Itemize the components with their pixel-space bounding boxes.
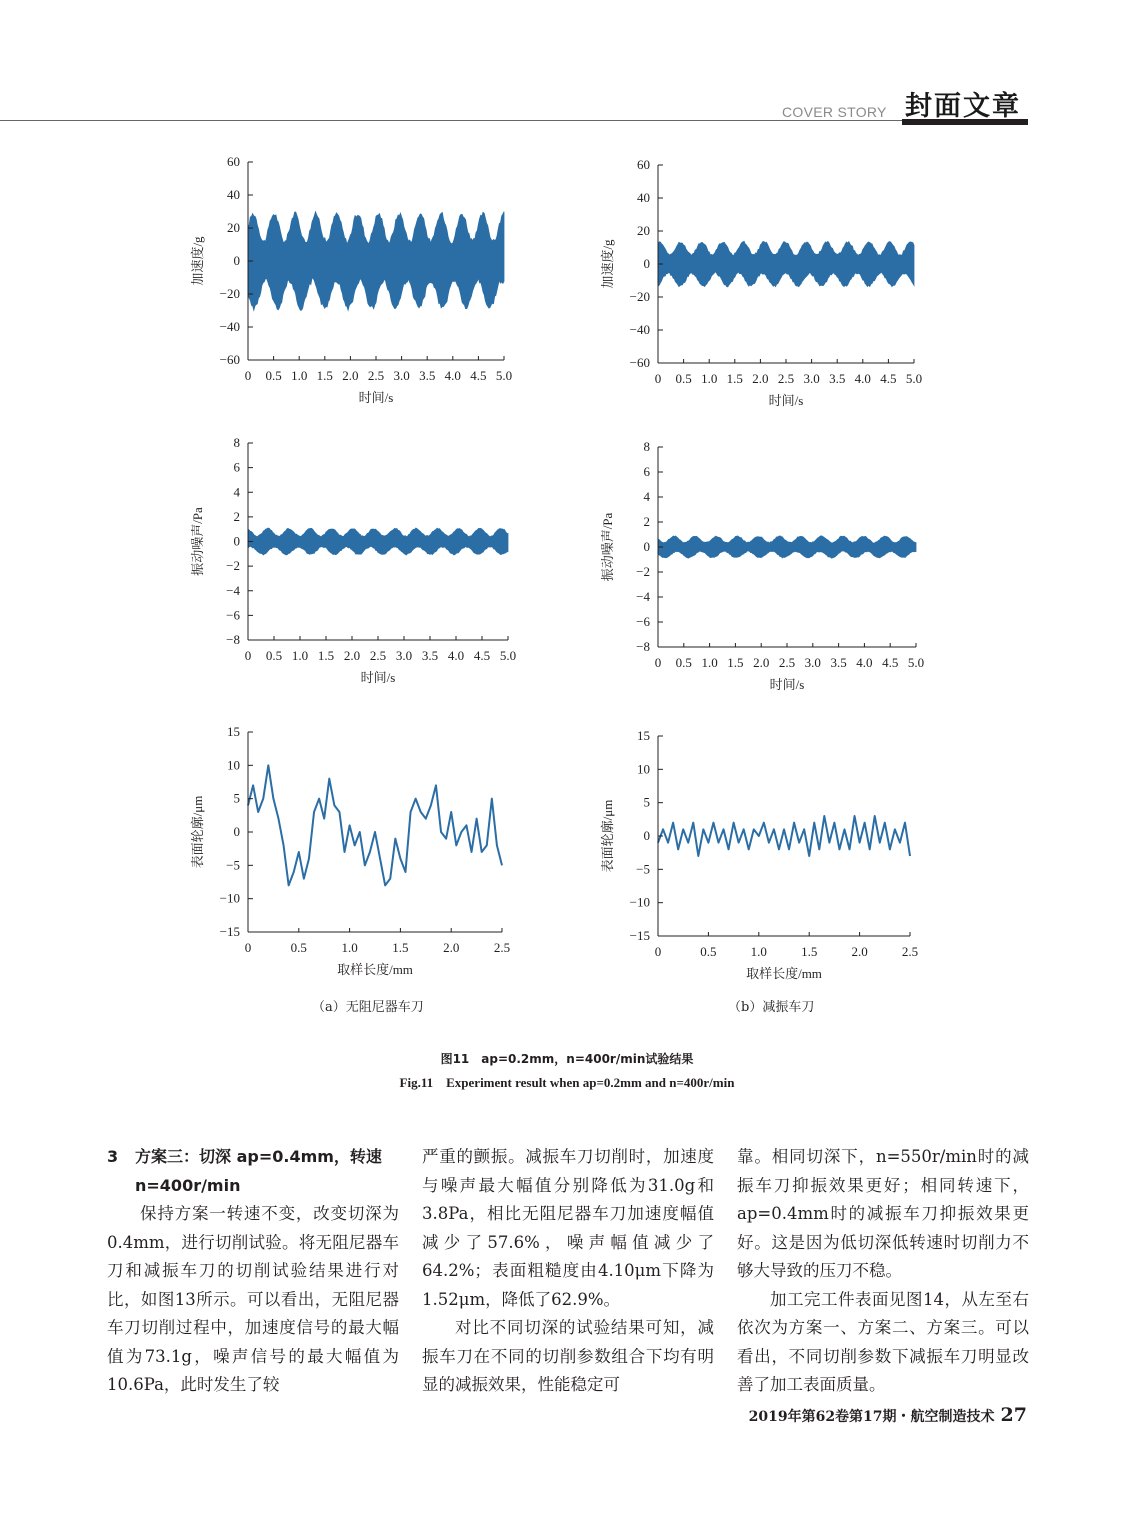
y-tick-label: −40 bbox=[219, 319, 240, 334]
x-tick-label: 0 bbox=[244, 940, 252, 955]
chart-noise-damped bbox=[598, 439, 926, 703]
y-tick-label: 20 bbox=[637, 223, 650, 238]
x-axis-label: 时间/s bbox=[358, 390, 394, 405]
x-tick-label: 5.0 bbox=[499, 648, 517, 663]
x-axis-label: 时间/s bbox=[360, 670, 396, 685]
paragraph: 对比不同切深的试验结果可知，减振车刀在不同的切削参数组合下均有明显的减振效果，性能稳定可 bbox=[422, 1318, 714, 1394]
x-tick-label: 4.0 bbox=[444, 368, 461, 383]
x-tick-label: 1.5 bbox=[392, 940, 409, 955]
x-tick-label: 0.5 bbox=[700, 944, 717, 959]
y-tick-label: 0 bbox=[643, 256, 650, 271]
x-tick-label: 2.5 bbox=[367, 368, 385, 383]
y-tick-label: 5 bbox=[643, 794, 650, 810]
plot-area bbox=[600, 157, 922, 408]
section-title bbox=[107, 1143, 399, 1200]
y-tick-label: −8 bbox=[226, 632, 240, 647]
y-tick-label: −10 bbox=[219, 890, 240, 906]
y-tick-label: 15 bbox=[227, 724, 240, 739]
signal-area bbox=[658, 536, 916, 558]
x-tick-label: 4.5 bbox=[470, 368, 487, 383]
subcaption-b: （b）减振车刀 bbox=[728, 1000, 815, 1015]
chart-acceleration-no-damper bbox=[188, 154, 514, 416]
y-tick-label: 6 bbox=[643, 464, 650, 479]
section-number: 3 bbox=[107, 1147, 119, 1166]
x-tick-label: 4.5 bbox=[880, 371, 897, 386]
y-axis-label: 表面轮廓/μm bbox=[190, 795, 205, 869]
y-axis-label: 振动噪声/Pa bbox=[600, 512, 615, 582]
x-tick-label: 2.0 bbox=[753, 655, 770, 670]
column-3 bbox=[737, 1143, 1029, 1400]
x-tick-label: 0 bbox=[244, 648, 252, 663]
x-tick-label: 3.0 bbox=[804, 655, 821, 670]
column-2 bbox=[422, 1143, 714, 1400]
y-tick-label: 0 bbox=[233, 533, 240, 549]
x-tick-label: 1.0 bbox=[701, 371, 718, 386]
header-english: COVER STORY bbox=[782, 104, 887, 120]
y-tick-label: −6 bbox=[636, 614, 650, 629]
x-tick-label: 2.0 bbox=[851, 944, 868, 959]
x-axis-label: 时间/s bbox=[769, 677, 805, 692]
x-tick-label: 4.0 bbox=[856, 655, 873, 670]
x-tick-label: 1.5 bbox=[801, 944, 818, 959]
paragraph: 靠。相同切深下，n=550r/min时的减振车刀抑振效果更好；相同转速下，ap=0.4mm时的减振车刀抑振效果更好。这是因为低切深低转速时切削力不够大导致的压刀不稳。 bbox=[737, 1147, 1029, 1280]
y-axis-label: 表面轮廓/μm bbox=[600, 799, 615, 873]
x-tick-label: 3.0 bbox=[803, 371, 820, 386]
y-tick-label: 15 bbox=[637, 728, 650, 743]
section-title-line1: 方案三：切深 ap=0.4mm，转速 bbox=[135, 1147, 382, 1166]
x-tick-label: 0 bbox=[654, 655, 662, 670]
x-tick-label: 3.5 bbox=[419, 368, 436, 383]
y-tick-label: 60 bbox=[227, 154, 240, 169]
y-tick-label: 0 bbox=[643, 828, 650, 843]
paragraph: 加工完工件表面见图14，从左至右依次为方案一、方案二、方案三。可以看出，不同切削参数下减振车刀明显改善了加工表面质量。 bbox=[737, 1289, 1029, 1394]
plot-area bbox=[190, 154, 512, 405]
x-tick-label: 0.5 bbox=[265, 648, 283, 663]
x-tick-label: 3.5 bbox=[421, 648, 439, 663]
x-tick-label: 2.5 bbox=[778, 655, 796, 670]
x-axis-label: 时间/s bbox=[768, 393, 804, 408]
y-tick-label: 4 bbox=[643, 489, 650, 504]
x-tick-label: 2.0 bbox=[343, 648, 361, 663]
x-tick-label: 2.0 bbox=[342, 368, 359, 383]
x-tick-label: 3.0 bbox=[395, 648, 413, 663]
x-tick-label: 1.0 bbox=[291, 368, 308, 383]
profile-line bbox=[248, 765, 502, 885]
plot-area bbox=[600, 439, 924, 692]
figure-caption-english: Fig.11 Experiment result when ap=0.2mm and n=400r/min bbox=[399, 1075, 735, 1090]
y-tick-label: −60 bbox=[219, 352, 240, 367]
y-tick-label: −20 bbox=[219, 286, 240, 301]
profile-line bbox=[658, 816, 910, 856]
plot-area bbox=[190, 724, 510, 977]
x-tick-label: 1.0 bbox=[701, 655, 718, 670]
x-tick-label: 0 bbox=[654, 371, 662, 386]
x-tick-label: 0.5 bbox=[675, 371, 692, 386]
y-tick-label: 10 bbox=[227, 757, 240, 773]
x-tick-label: 0 bbox=[244, 368, 252, 383]
chart-profile-no-damper bbox=[188, 724, 512, 988]
y-tick-label: 4 bbox=[233, 484, 240, 500]
x-tick-label: 1.0 bbox=[341, 940, 358, 955]
x-tick-label: 2.5 bbox=[493, 940, 511, 955]
chart-acceleration-damped bbox=[598, 157, 924, 419]
x-tick-label: 2.5 bbox=[901, 944, 919, 959]
x-tick-label: 2.0 bbox=[443, 940, 460, 955]
y-tick-label: −20 bbox=[629, 289, 650, 304]
header-chinese: 封面文章 bbox=[905, 91, 1021, 122]
x-tick-label: 1.5 bbox=[727, 655, 744, 670]
column-1 bbox=[107, 1143, 399, 1400]
x-tick-label: 1.5 bbox=[726, 371, 743, 386]
y-axis-label: 加速度/g bbox=[600, 239, 615, 289]
header-rule bbox=[0, 120, 1028, 121]
x-tick-label: 4.0 bbox=[854, 371, 871, 386]
x-tick-label: 5.0 bbox=[905, 371, 923, 386]
x-tick-label: 3.5 bbox=[830, 655, 847, 670]
x-tick-label: 5.0 bbox=[907, 655, 925, 670]
chart-noise-no-damper bbox=[188, 435, 518, 696]
signal-area bbox=[248, 212, 504, 311]
signal-area bbox=[248, 528, 508, 555]
x-tick-label: 2.5 bbox=[369, 648, 387, 663]
figure-caption-chinese: 图11 ap=0.2mm，n=400r/min试验结果 bbox=[440, 1052, 694, 1066]
y-tick-label: 0 bbox=[233, 253, 240, 268]
y-tick-label: −8 bbox=[636, 639, 650, 654]
x-tick-label: 4.5 bbox=[882, 655, 899, 670]
y-axis-label: 振动噪声/Pa bbox=[190, 507, 205, 576]
paragraph: 严重的颤振。减振车刀切削时，加速度与噪声最大幅值分别降低为31.0g和3.8Pa，相比无阻尼器车刀加速度幅值减少了57.6%，噪声幅值减少了64.2%；表面粗糙度由4.10μm下降为1.52μm，降低了62.9%。 bbox=[422, 1147, 714, 1309]
y-tick-label: −5 bbox=[226, 857, 240, 873]
y-tick-label: 6 bbox=[233, 459, 240, 475]
y-tick-label: −10 bbox=[629, 894, 650, 910]
y-tick-label: 60 bbox=[637, 157, 650, 172]
x-tick-label: 4.5 bbox=[473, 648, 491, 663]
x-tick-label: 3.5 bbox=[829, 371, 846, 386]
y-tick-label: 5 bbox=[233, 790, 240, 806]
y-axis-label: 加速度/g bbox=[190, 236, 205, 286]
y-tick-label: 10 bbox=[637, 761, 650, 777]
x-tick-label: 3.0 bbox=[393, 368, 410, 383]
footer-journal: 2019年第62卷第17期・航空制造技术 bbox=[748, 1409, 995, 1425]
x-tick-label: 0 bbox=[654, 944, 662, 959]
x-tick-label: 2.0 bbox=[752, 371, 769, 386]
y-tick-label: 2 bbox=[233, 508, 240, 524]
y-tick-label: −2 bbox=[226, 558, 240, 574]
y-tick-label: 8 bbox=[643, 439, 650, 454]
y-tick-label: −15 bbox=[629, 928, 650, 943]
x-tick-label: 0.5 bbox=[265, 368, 282, 383]
x-tick-label: 1.0 bbox=[291, 648, 309, 663]
y-tick-label: −5 bbox=[636, 861, 650, 877]
y-tick-label: 8 bbox=[233, 435, 240, 450]
y-tick-label: 0 bbox=[643, 539, 650, 554]
y-tick-label: 40 bbox=[637, 190, 650, 205]
y-tick-label: −2 bbox=[636, 564, 650, 579]
y-tick-label: 0 bbox=[233, 824, 240, 839]
x-tick-label: 0.5 bbox=[675, 655, 692, 670]
y-tick-label: 2 bbox=[643, 514, 650, 529]
section-title-line2: n=400r/min bbox=[135, 1175, 241, 1195]
x-tick-label: 2.5 bbox=[777, 371, 795, 386]
subcaption-a: （a）无阻尼器车刀 bbox=[312, 1000, 424, 1015]
plot-area bbox=[600, 728, 918, 981]
y-tick-label: −4 bbox=[226, 582, 240, 598]
y-tick-label: −4 bbox=[636, 589, 650, 604]
x-axis-label: 取样长度/mm bbox=[746, 966, 822, 981]
footer bbox=[749, 1404, 1027, 1426]
x-tick-label: 5.0 bbox=[495, 368, 513, 383]
x-tick-label: 1.5 bbox=[316, 368, 333, 383]
signal-area bbox=[658, 241, 914, 287]
y-tick-label: −60 bbox=[629, 355, 650, 370]
x-tick-label: 0.5 bbox=[290, 940, 307, 955]
plot-area bbox=[190, 435, 516, 685]
paragraph: 保持方案一转速不变，改变切深为0.4mm，进行切削试验。将无阻尼器车刀和减振车刀的切削试验结果进行对比，如图13所示。可以看出，无阻尼器车刀切削过程中，加速度信号的最大幅值为73.1g，噪声信号的最大幅值为10.6Pa，此时发生了较 bbox=[107, 1204, 399, 1394]
y-tick-label: −6 bbox=[226, 607, 240, 623]
x-tick-label: 1.0 bbox=[750, 944, 767, 959]
chart-profile-damped bbox=[598, 728, 920, 992]
y-tick-label: −40 bbox=[629, 322, 650, 337]
page-number: 27 bbox=[1000, 1404, 1027, 1426]
y-tick-label: 40 bbox=[227, 187, 240, 202]
x-tick-label: 4.0 bbox=[447, 648, 465, 663]
x-axis-label: 取样长度/mm bbox=[337, 962, 413, 977]
x-tick-label: 1.5 bbox=[317, 648, 335, 663]
y-tick-label: 20 bbox=[227, 220, 240, 235]
y-tick-label: −15 bbox=[219, 924, 240, 939]
